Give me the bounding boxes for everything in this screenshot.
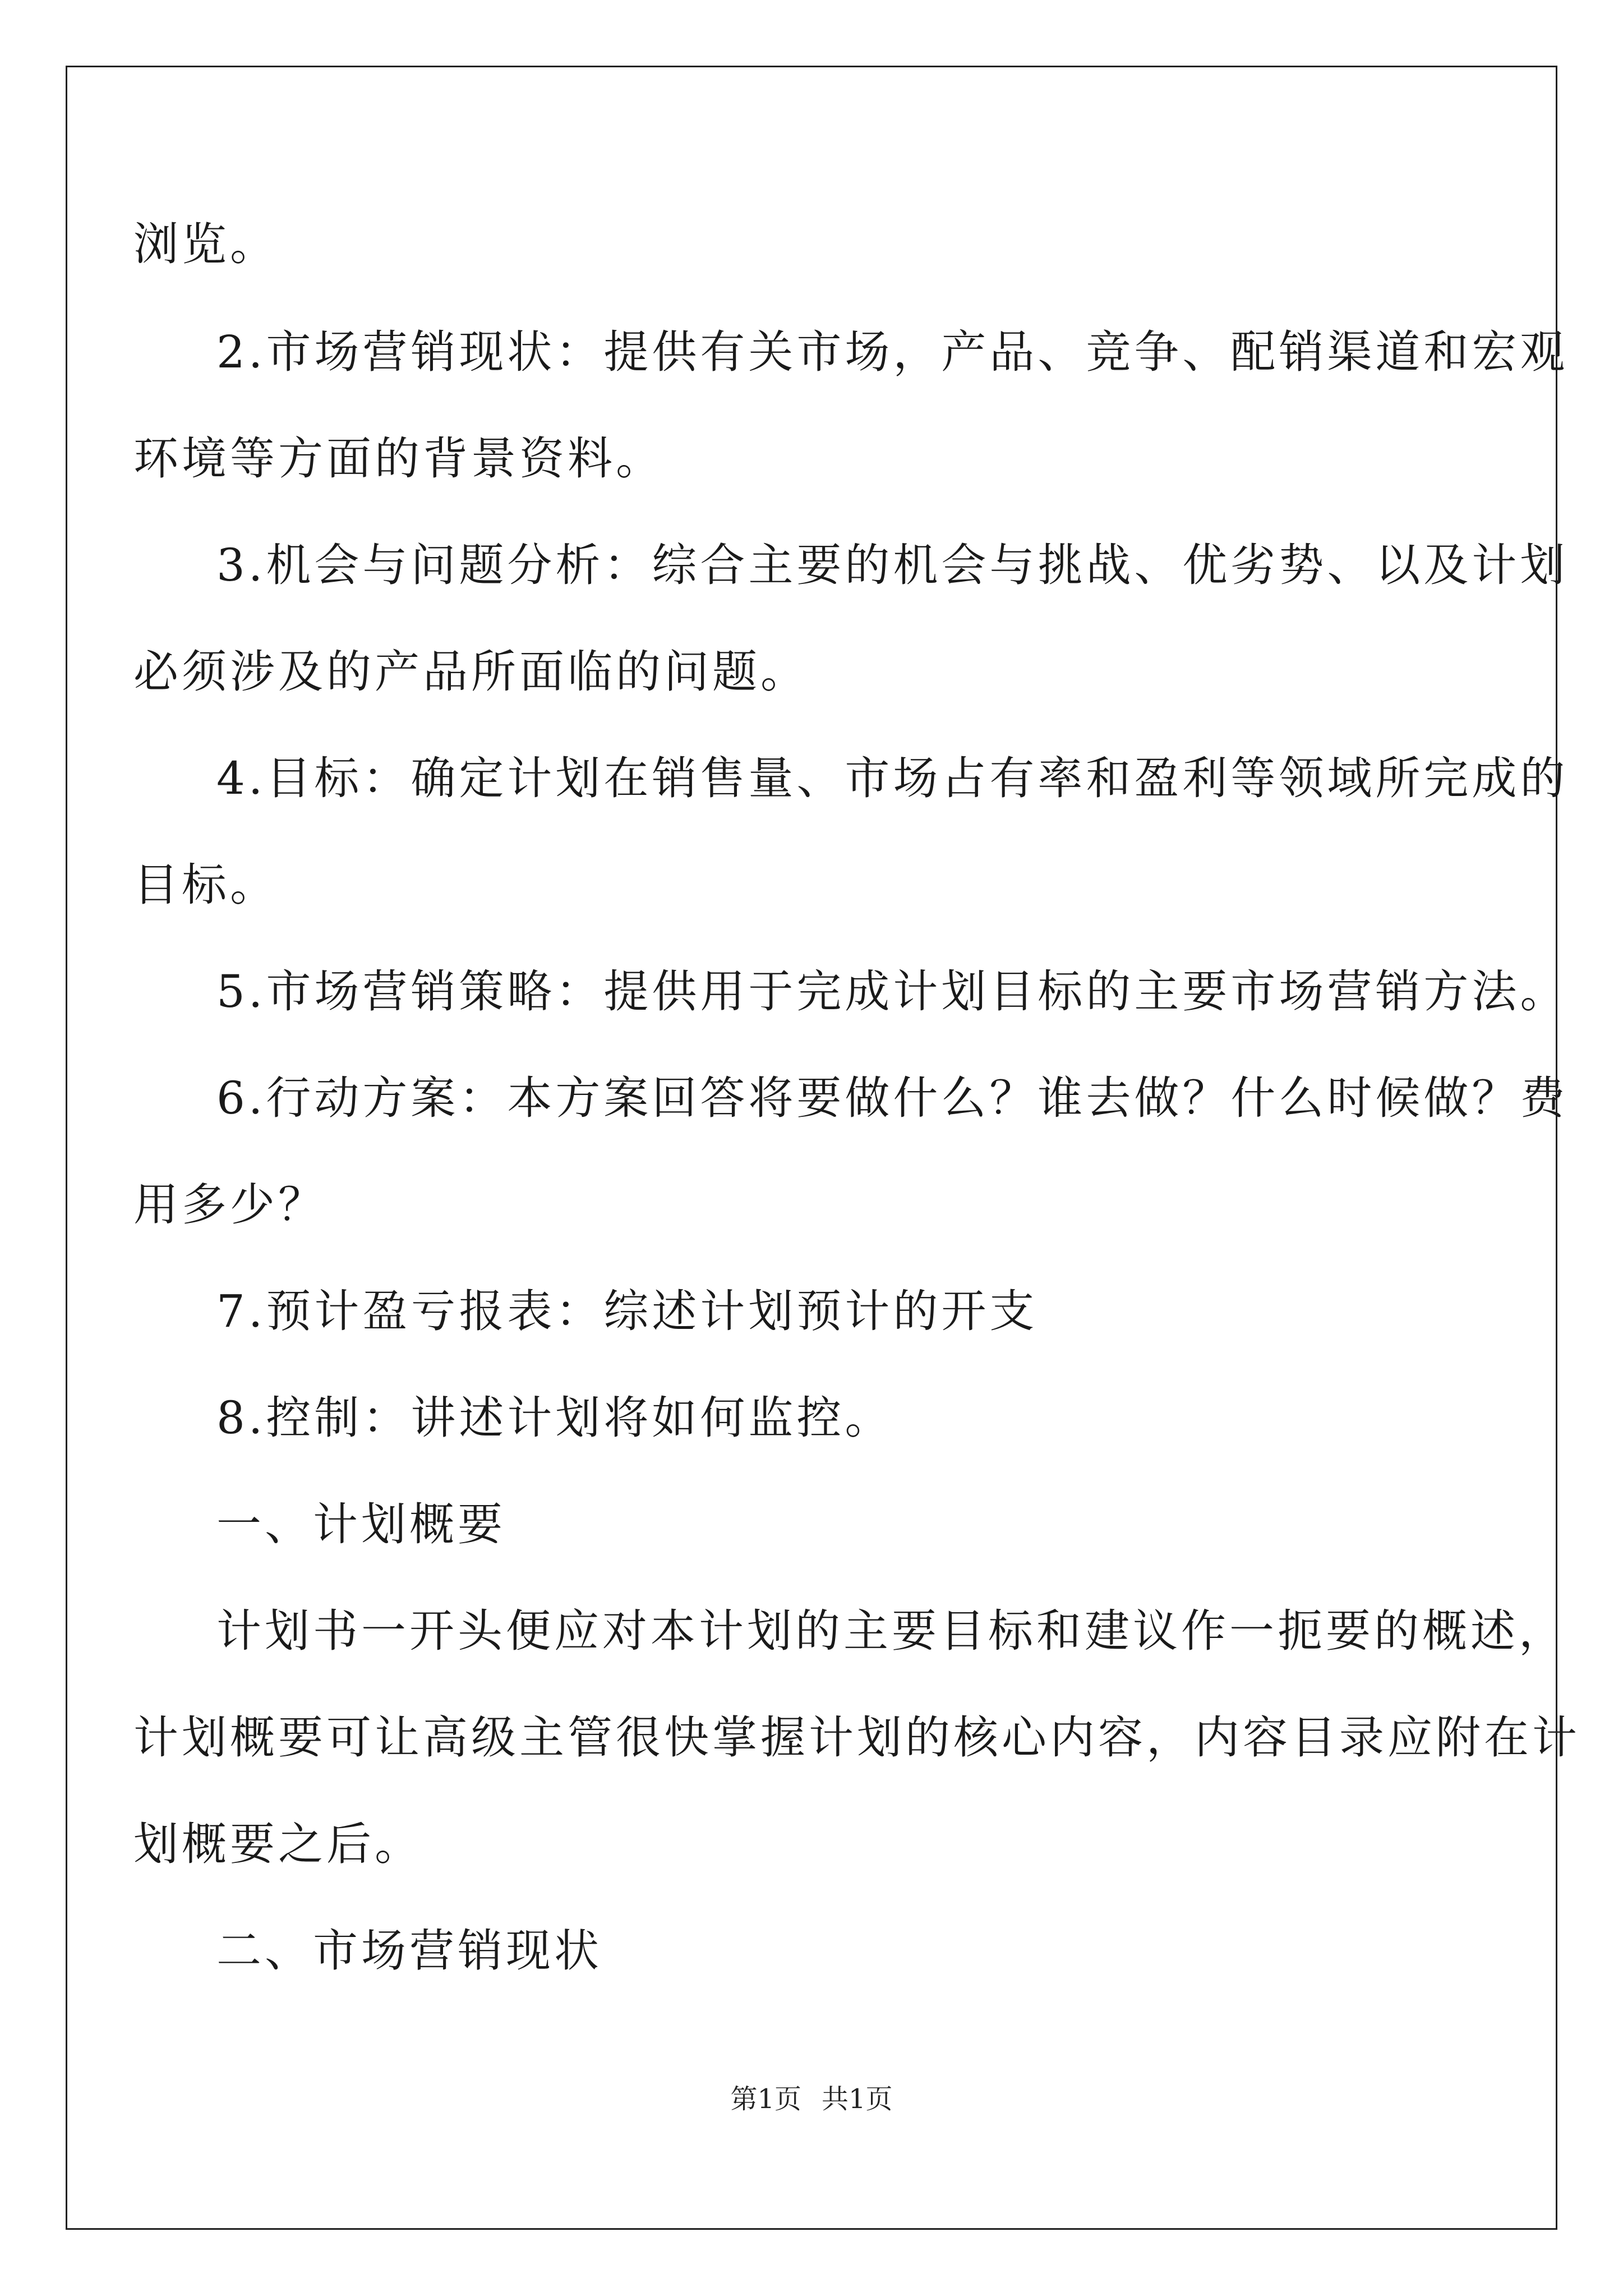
text-line: 浏览。: [133, 218, 278, 270]
text-line: 4.目标：确定计划在销售量、市场占有率和盈利等领域所完成的: [216, 752, 1569, 804]
text-line: 划概要之后。: [133, 1818, 423, 1870]
text-line: 8.控制：讲述计划将如何监控。: [216, 1392, 893, 1444]
page-number: 第1页: [730, 2083, 801, 2115]
page-footer: [0, 2082, 1623, 2116]
text-line: 计划书一开头便应对本计划的主要目标和建议作一扼要的概述，: [216, 1605, 1567, 1657]
text-line: 环境等方面的背景资料。: [133, 432, 664, 485]
text-line: 7.预计盈亏报表：综述计划预计的开支: [216, 1285, 1038, 1337]
page-count: 共1页: [822, 2083, 893, 2115]
section-heading: 一、计划概要: [216, 1498, 506, 1550]
text-line: 必须涉及的产品所面临的问题。: [133, 646, 809, 698]
text-line: 3.机会与问题分析：综合主要的机会与挑战、优劣势、以及计划: [216, 539, 1569, 591]
text-line: 用多少？: [133, 1179, 326, 1231]
text-line: 5.市场营销策略：提供用于完成计划目标的主要市场营销方法。: [216, 965, 1569, 1018]
text-line: 6.行动方案：本方案回答将要做什么？谁去做？什么时候做？费: [216, 1072, 1569, 1124]
page-border: [66, 66, 1557, 2230]
text-line: 计划概要可让高级主管很快掌握计划的核心内容，内容目录应附在计: [133, 1711, 1580, 1764]
section-heading: 二、市场营销现状: [216, 1925, 602, 1977]
text-line: 目标。: [133, 859, 278, 911]
text-line: 2.市场营销现状：提供有关市场，产品、竞争、配销渠道和宏观: [216, 326, 1569, 378]
